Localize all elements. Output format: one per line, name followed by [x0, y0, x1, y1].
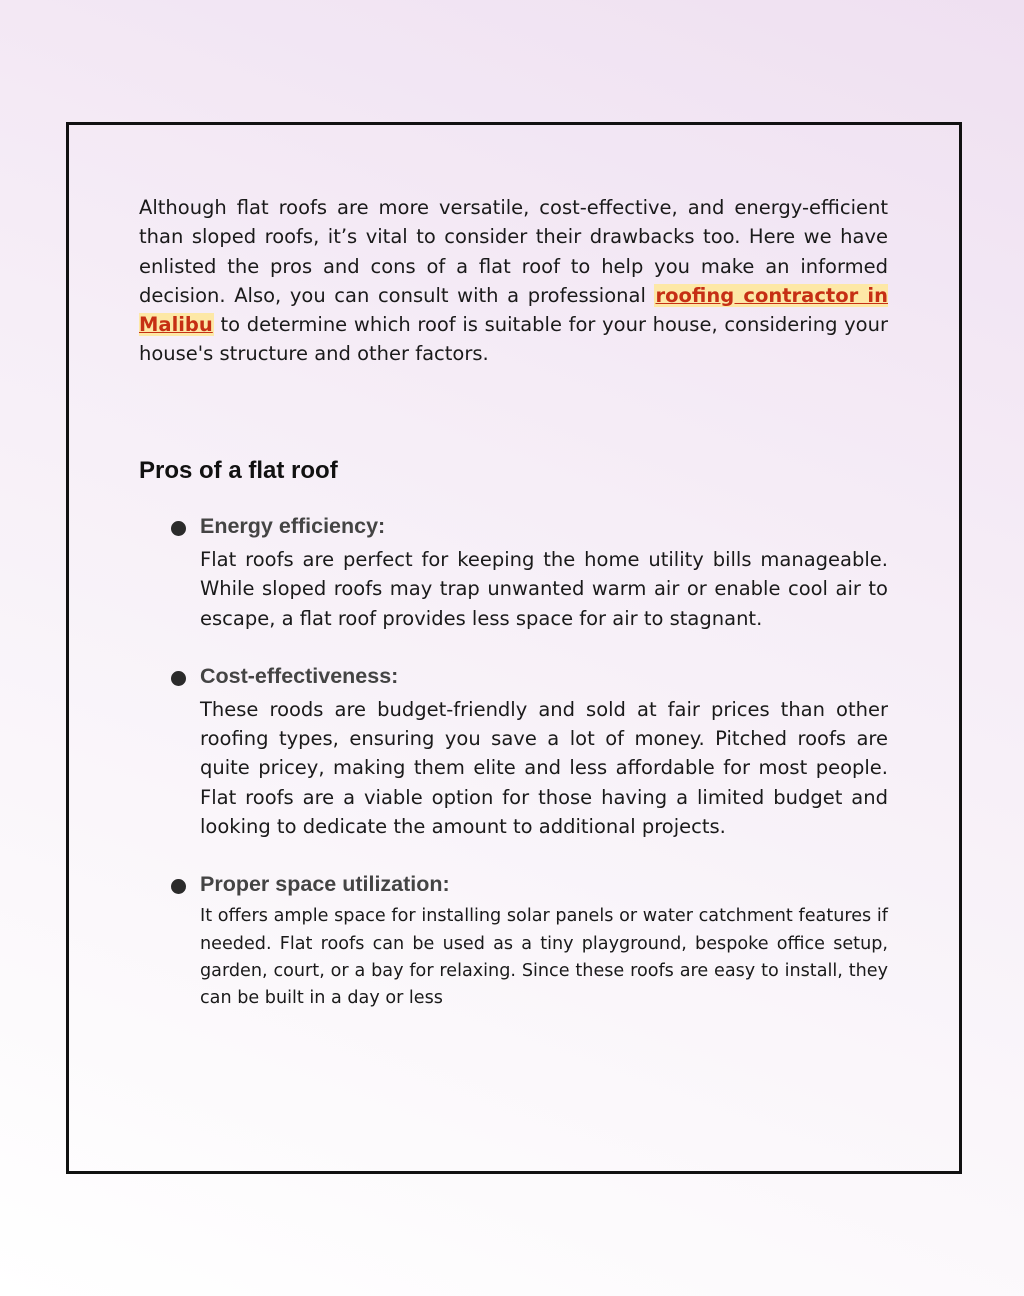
pros-heading: Pros of a flat roof [139, 457, 338, 484]
list-item [139, 513, 888, 633]
pro-description: Flat roofs are perfect for keeping the home utility bills manageable. While sloped roofs may trap unwanted warm air or enable cool air to escape, a flat roof provides less space for air to stagnant. [200, 548, 888, 630]
intro-text-after: to determine which roof is suitable for your house, considering your house's structure and other factors. [139, 313, 888, 366]
pro-title: Cost-effectiveness: [200, 663, 399, 688]
pro-description: These roods are budget-friendly and sold at fair prices than other roofing types, ensuring you save a lot of money. Pitched roofs are quite pricey, making them elite and less affordable for most people. Flat roofs are a viable option for those having a limited budget and looking to dedicate the amount to additional projects. [200, 697, 888, 839]
bullet-icon [171, 521, 186, 536]
pro-title: Proper space utilization: [200, 872, 450, 897]
article-body [139, 193, 888, 1008]
intro-text-before: Although flat roofs are more versatile, cost-effective, and energy-efficient than sloped roofs, it’s vital to consider their drawbacks too. Here we have enlisted the pros and cons of a flat roof to help you make an informed decision. Also, you can consult with a professional [139, 196, 888, 307]
pros-list [139, 513, 888, 1012]
pro-title: Energy efficiency: [200, 514, 386, 538]
bullet-icon [171, 879, 186, 894]
roofing-contractor-link[interactable]: roofing contractor in Malibu [139, 283, 888, 337]
list-item [139, 871, 888, 1012]
intro-paragraph [139, 193, 888, 369]
list-item [139, 663, 888, 841]
pro-description: It offers ample space for installing solar panels or water catchment features if needed. Flat roofs can be used as a tiny playground, bespoke office setup, garden, court, or a bay for relaxing. Since these roofs are easy to install, they can be built in a day or less [200, 906, 888, 1008]
bullet-icon [171, 671, 186, 686]
